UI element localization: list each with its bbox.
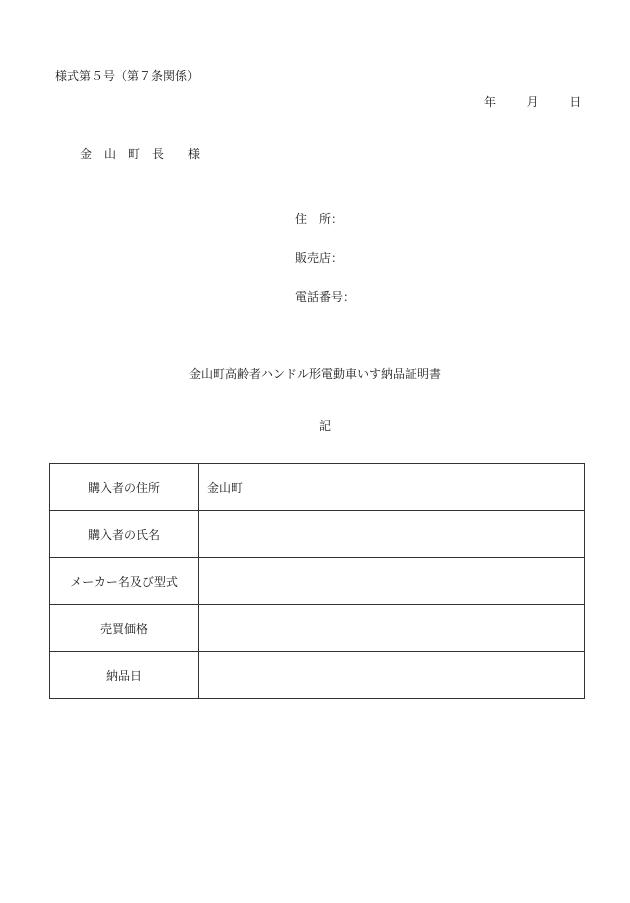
date-month-label: 月 [526, 95, 539, 109]
table-row [50, 558, 585, 605]
table-row [50, 605, 585, 652]
row-label: 納品日 [50, 652, 199, 699]
sender-shop-label: 販売店： [295, 251, 344, 265]
form-number: 様式第５号（第７条関係） [55, 69, 200, 83]
date-year-label: 年 [484, 95, 497, 109]
addressee: 金 山 町 長 様 [80, 147, 201, 161]
table-row [50, 464, 585, 511]
table-row [50, 511, 585, 558]
document-title: 金山町高齢者ハンドル形電動車いす納品証明書 [188, 367, 441, 381]
date-day-label: 日 [569, 95, 582, 109]
row-value[interactable] [199, 605, 585, 652]
row-label: 購入者の氏名 [50, 511, 199, 558]
row-label: 売買価格 [50, 605, 199, 652]
row-value[interactable] [199, 558, 585, 605]
row-label: メーカー名及び型式 [50, 558, 199, 605]
row-value[interactable] [199, 511, 585, 558]
row-value[interactable]: 金山町 [199, 464, 585, 511]
date-line [484, 95, 581, 109]
details-table [49, 463, 585, 699]
table-row [50, 652, 585, 699]
ki-heading: 記 [318, 419, 331, 433]
row-label: 購入者の住所 [50, 464, 199, 511]
row-value[interactable] [199, 652, 585, 699]
sender-address-label: 住 所： [295, 212, 344, 226]
sender-phone-label: 電話番号： [295, 290, 356, 304]
